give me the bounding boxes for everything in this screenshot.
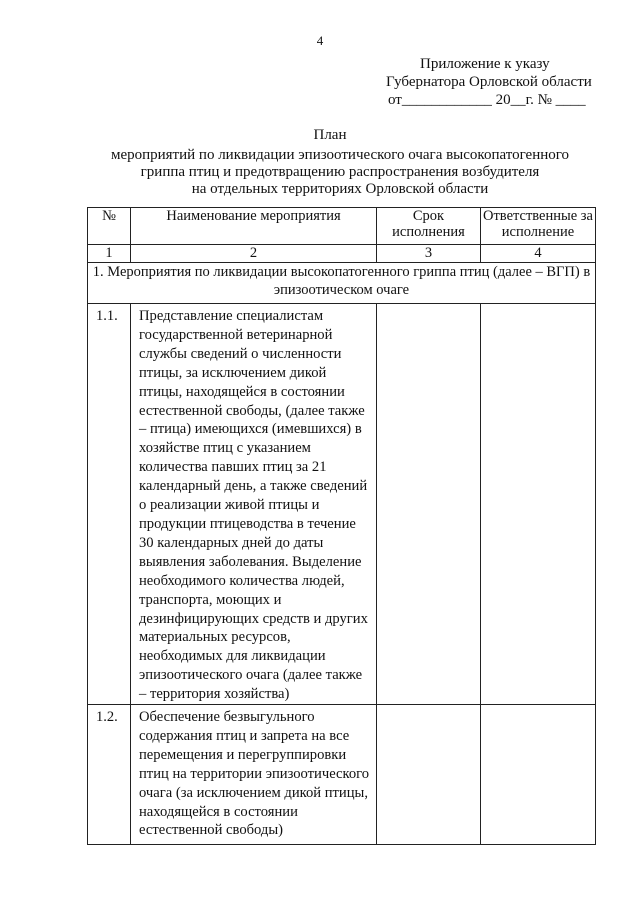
column-number: 1 bbox=[88, 245, 131, 263]
plan-title-line-3: на отдельных территориях Орловской области bbox=[191, 181, 489, 197]
row-responsible bbox=[481, 705, 596, 845]
column-number: 3 bbox=[377, 245, 481, 263]
appendix-block bbox=[380, 55, 630, 109]
header-name: Наименование мероприятия bbox=[131, 208, 377, 245]
row-number: 1.2. bbox=[88, 705, 131, 845]
section-title: 1. Мероприятия по ликвидации высокопатогенного гриппа птиц (далее – ВГП) в эпизоотическом очаге bbox=[88, 263, 596, 304]
plan-title bbox=[0, 127, 640, 198]
row-deadline bbox=[377, 705, 481, 845]
section-row bbox=[88, 263, 596, 304]
row-text: Представление специалистам государственной ветеринарной службы сведений о численности птицы, за исключением дикой птицы, находящейся в состоянии естественной свободы, (далее также – птица) имеющихся (имевшихся) в хозяйстве птиц с указанием количества павших птиц за 21 календарный день, а также сведений о реализации живой птицы и продукции птицеводства в течение 30 календарных дней до даты выявления заболевания. Выделение необходимого количества людей, транспорта, моющих и дезинфицирующих средств и других материальных ресурсов, необходимых для ликвидации эпизоотического очага (далее также – территория хозяйства) bbox=[131, 304, 377, 705]
appendix-line-3: от____________ 20__г. № ____ bbox=[388, 92, 586, 108]
page-number: 4 bbox=[316, 33, 324, 48]
column-number-row bbox=[88, 245, 596, 263]
header-deadline: Срок исполнения bbox=[377, 208, 481, 245]
header-responsible: Ответственные за исполнение bbox=[481, 208, 596, 245]
row-text: Обеспечение безвыгульного содержания птиц и запрета на все перемещения и перегруппировки птиц на территории эпизоотического очага (за исключением дикой птицы, находящейся в состоянии естественной свободы) bbox=[131, 705, 377, 845]
row-deadline bbox=[377, 304, 481, 705]
column-number: 2 bbox=[131, 245, 377, 263]
column-number: 4 bbox=[481, 245, 596, 263]
plan-heading: План bbox=[313, 127, 347, 143]
row-number: 1.1. bbox=[88, 304, 131, 705]
appendix-line-1: Приложение к указу bbox=[420, 56, 550, 72]
appendix-line-2: Губернатора Орловской области bbox=[386, 74, 592, 90]
table-row bbox=[88, 705, 596, 845]
plan-table bbox=[87, 207, 596, 845]
plan-title-line-2: гриппа птиц и предотвращению распространения возбудителя bbox=[140, 164, 540, 180]
header-number: № bbox=[88, 208, 131, 245]
plan-title-line-1: мероприятий по ликвидации эпизоотического очага высокопатогенного bbox=[110, 147, 570, 163]
row-responsible bbox=[481, 304, 596, 705]
table-row bbox=[88, 304, 596, 705]
table-header-row bbox=[88, 208, 596, 245]
